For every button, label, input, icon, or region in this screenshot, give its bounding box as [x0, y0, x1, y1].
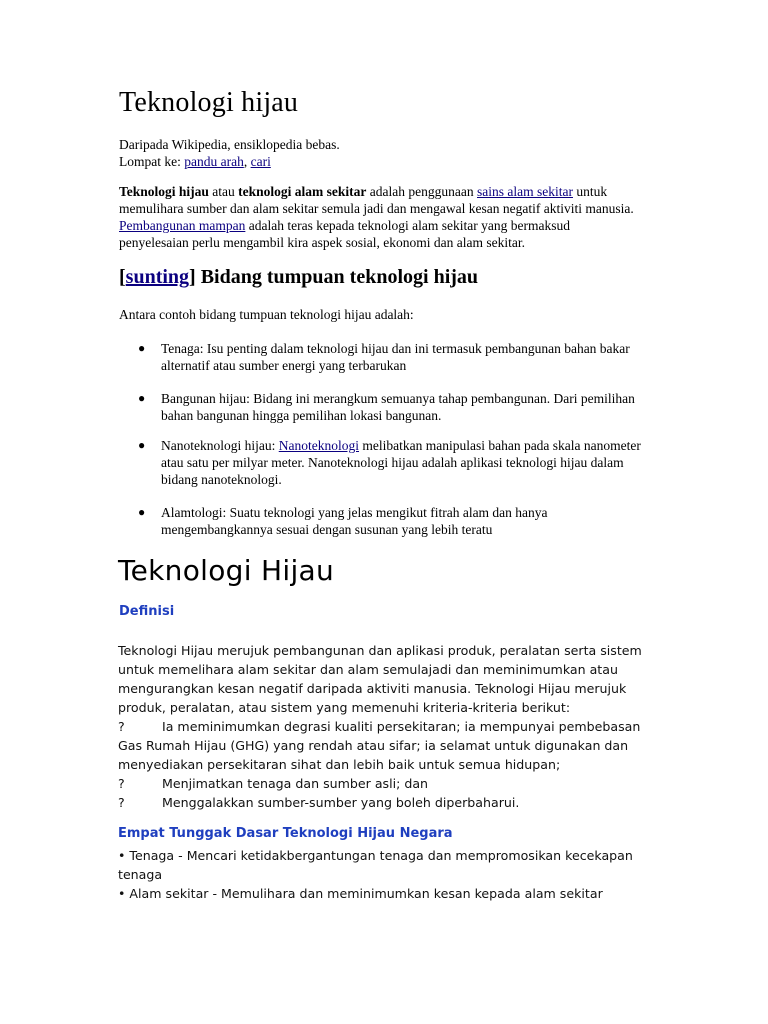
list-item-pre: Nanoteknologi hijau:	[161, 438, 279, 453]
criteria-marker: ?	[118, 719, 125, 734]
section-heading-text: Bidang tumpuan teknologi hijau	[195, 266, 479, 288]
jump-navigation-link[interactable]: pandu arah	[184, 154, 244, 169]
criteria-continuation: Gas Rumah Hijau (GHG) yang rendah atau sifar; ia selamat untuk digunakan dan menyediakan persekitaran sihat dan lebih baik untuk semua hidupan;	[118, 738, 629, 772]
list-item-post: melibatkan manipulasi bahan pada skala nanometer atau satu per milyar meter. Nanoteknologi hijau adalah aplikasi teknologi hijau dalam bidang nanoteknologi.	[161, 438, 641, 487]
criteria-item	[118, 774, 658, 793]
bullet-dot: ●	[138, 438, 146, 452]
list-item-text: Bangunan hijau: Bidang ini merangkum semuanya tahap pembangunan. Dari pemilihan bahan bangunan hingga pemilihan lokasi bangunan.	[161, 391, 635, 423]
intro-text-3: untuk memulihara sumber dan alam sekitar semula jadi dan mengawal kesan negatif aktiviti manusia.	[119, 184, 634, 216]
bullet-dot: ●	[138, 341, 146, 355]
criteria-item	[118, 717, 658, 736]
list-item	[138, 340, 641, 374]
criteria-text: Ia meminimumkan degrasi kualiti persekitaran; ia mempunyai pembebasan	[162, 719, 641, 734]
pillar-item: • Alam sekitar - Memulihara dan meminimumkan kesan kepada alam sekitar	[118, 886, 603, 901]
bullet-dot: ●	[138, 505, 146, 519]
list-item	[138, 390, 641, 424]
jump-separator: ,	[243, 154, 251, 169]
article-title: Teknologi hijau	[119, 87, 299, 118]
intro-paragraph	[119, 183, 639, 251]
intro-text-1: atau	[208, 184, 239, 199]
jump-prefix: Lompat ke:	[119, 154, 185, 169]
bullet-dot: ●	[138, 391, 146, 405]
link-sains-alam-sekitar[interactable]: sains alam sekitar	[477, 184, 573, 199]
criteria-marker: ?	[118, 795, 125, 810]
empat-tunggak-heading: Empat Tunggak Dasar Teknologi Hijau Negara	[118, 826, 453, 841]
criteria-text: Menggalakkan sumber-sumber yang boleh diperbaharui.	[162, 795, 520, 810]
section-heading	[119, 264, 478, 290]
definisi-heading: Definisi	[119, 604, 175, 619]
pillars-list	[118, 846, 658, 903]
intro-text-4: adalah teras kepada teknologi alam sekitar yang bermaksud penyelesaian perlu mengambil kira aspek sosial, ekonomi dan alam sekitar.	[119, 218, 570, 250]
jump-search-link[interactable]: cari	[250, 154, 271, 169]
section-leadin: Antara contoh bidang tumpuan teknologi hijau adalah:	[119, 307, 414, 322]
link-pembangunan-mampan[interactable]: Pembangunan mampan	[119, 218, 246, 233]
notes-title: Teknologi Hijau	[118, 554, 335, 587]
jump-to-line	[119, 153, 271, 170]
list-item-text: Tenaga: Isu penting dalam teknologi hijau dan ini termasuk pembangunan bahan bakar alternatif atau sumber energi yang terbarukan	[161, 341, 630, 373]
edit-bracket-close: ]	[189, 266, 196, 288]
list-item	[138, 437, 641, 488]
criteria-marker: ?	[118, 776, 125, 791]
edit-section-link[interactable]: sunting	[125, 266, 190, 288]
intro-bold-term-2: teknologi alam sekitar	[238, 184, 367, 199]
pillar-item: • Tenaga - Mencari ketidakbergantungan tenaga dan mempromosikan kecekapan tenaga	[118, 848, 633, 882]
criteria-item	[118, 793, 658, 812]
criteria-text: Menjimatkan tenaga dan sumber asli; dan	[162, 776, 429, 791]
definisi-body	[118, 641, 658, 812]
article-tagline: Daripada Wikipedia, ensiklopedia bebas.	[119, 137, 340, 152]
definisi-paragraph: Teknologi Hijau merujuk pembangunan dan aplikasi produk, peralatan serta sistem untuk memelihara alam sekitar dan alam semulajadi dan meminimumkan atau mengurangkan kesan negatif daripada aktiviti manusia. Teknologi Hijau merujuk produk, peralatan, atau sistem yang memenuhi kriteria-kriteria berikut:	[118, 643, 642, 715]
list-item-text: Alamtologi: Suatu teknologi yang jelas mengikut fitrah alam dan hanya mengembangkannya sesuai dengan susunan yang lebih teratu	[161, 505, 548, 537]
list-item	[138, 504, 641, 538]
edit-bracket-open: [	[119, 266, 126, 288]
intro-bold-term-1: Teknologi hijau	[119, 184, 209, 199]
link-nanoteknologi[interactable]: Nanoteknologi	[278, 438, 359, 453]
intro-text-2: adalah penggunaan	[366, 184, 477, 199]
